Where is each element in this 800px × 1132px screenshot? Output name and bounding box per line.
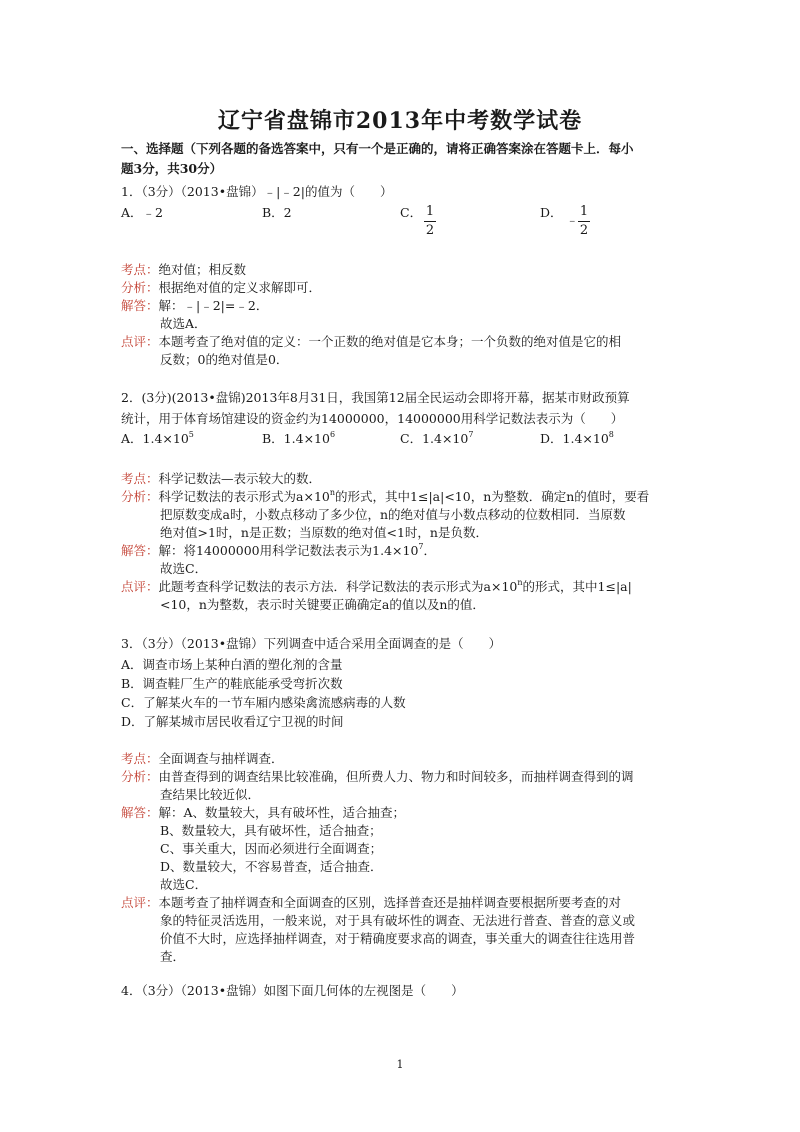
fraction-bar (578, 221, 590, 222)
q1-jieda-line2: 故选A． (160, 316, 207, 331)
q3-jieda-line3: C、事关重大，因而必须进行全面调查； (160, 841, 383, 856)
q1-dianping-text: 本题考查了绝对值的定义：一个正数的绝对值是它本身；一个负数的绝对值是它的相 (158, 334, 622, 349)
label-fenxi: 分析： (121, 489, 159, 504)
q2-dianping-exponent: n (517, 578, 523, 587)
label-jieda: 解答： (121, 298, 159, 313)
q1-option-a: A．﹣2 (121, 205, 163, 220)
q1-jieda (121, 297, 268, 315)
q2-option-b (262, 430, 335, 448)
page-number: 1 (396, 1058, 404, 1071)
q2-jieda (121, 542, 436, 560)
q2-fenxi (121, 488, 649, 506)
section-heading-line2: 题3分，共30分） (121, 161, 223, 176)
q2-option-a (121, 430, 194, 448)
q2-kaodian (121, 470, 321, 488)
q1-option-b: B．2 (262, 205, 292, 220)
q2-option-b-exponent: 6 (329, 430, 336, 439)
q1-option-c: C． (400, 205, 423, 220)
q2-jieda-text-b: ． (423, 543, 437, 558)
q3-dianping-line4: 查． (160, 949, 186, 964)
q1-fenxi (121, 279, 321, 297)
q3-fenxi (121, 768, 634, 786)
q2-fenxi-exponent: n (329, 488, 336, 497)
q1-option-d-fraction (578, 205, 590, 238)
fraction-denominator: 2 (425, 223, 435, 238)
label-fenxi: 分析： (121, 769, 159, 784)
q1-stem: 1．（3分）（2013•盘锦）﹣|﹣2|的值为（ ） (121, 184, 393, 199)
q2-stem-line2: 统计，用于体育场馆建设的资金约为14000000，14000000用科学记数法表示为（ ） (121, 411, 624, 426)
q1-option-d-sign: ﹣ (566, 212, 579, 227)
q3-stem: 3．（3分）（2013•盘锦）下列调查中适合采用全面调查的是（ ） (121, 636, 502, 651)
q2-option-a-exponent: 5 (188, 430, 194, 439)
q3-jieda (121, 804, 405, 822)
q2-jieda-line2: 故选C． (160, 561, 208, 576)
section-heading-line1: 一、选择题（下列各题的备选答案中，只有一个是正确的，请将正确答案涂在答题卡上．每小 (121, 141, 634, 156)
label-jieda: 解答： (121, 805, 159, 820)
label-kaodian: 考点： (121, 262, 159, 277)
q2-fenxi-text-a: 科学记数法的表示形式为a×10 (158, 489, 330, 504)
q3-option-c: C．了解某火车的一节车厢内感染禽流感病毒的人数 (121, 695, 406, 710)
q2-stem-line1: 2．(3分)(2013•盘锦)2013年8月31日，我国第12届全民运动会即将开幕，据某市财政预算 (121, 390, 630, 405)
q3-jieda-line4: D、数量较大，不容易普查，适合抽查． (160, 859, 383, 874)
q1-option-d: D． (540, 205, 563, 220)
q3-option-b: B．调查鞋厂生产的鞋底能承受弯折次数 (121, 676, 343, 691)
q1-kaodian-text: 绝对值；相反数 (158, 262, 247, 277)
fraction-bar (424, 221, 436, 222)
q2-fenxi-line2: 把原数变成a时，小数点移动了多少位，n的绝对值与小数点移动的位数相同．当原数 (160, 507, 626, 522)
q3-dianping (121, 894, 621, 912)
q2-option-a-text: A．1.4×10 (121, 431, 189, 446)
label-dianping: 点评： (121, 579, 159, 594)
q3-dianping-line2: 象的特征灵活选用，一般来说，对于具有破坏性的调查、无法进行普查、普查的意义或 (160, 913, 636, 928)
q1-dianping (121, 333, 621, 351)
q3-dianping-line3: 价值不大时，应选择抽样调查，对于精确度要求高的调查，事关重大的调查往往选用普 (160, 931, 636, 946)
label-kaodian: 考点： (121, 471, 159, 486)
label-fenxi: 分析： (121, 280, 159, 295)
q3-option-d: D．了解某城市居民收看辽宁卫视的时间 (121, 714, 344, 729)
q1-dianping-line2: 反数；0的绝对值是0． (160, 352, 289, 367)
q2-option-d-exponent: 8 (608, 430, 614, 439)
q1-fenxi-text: 根据绝对值的定义求解即可． (158, 280, 322, 295)
q3-option-a: A．调查市场上某种白酒的塑化剂的含量 (121, 657, 343, 672)
label-kaodian: 考点： (121, 751, 159, 766)
q3-kaodian-text: 全面调查与抽样调查． (158, 751, 284, 766)
page-title: 辽宁省盘锦市2013年中考数学试卷 (217, 108, 583, 134)
q2-option-d-text: D．1.4×10 (540, 431, 609, 446)
q2-option-b-text: B．1.4×10 (262, 431, 330, 446)
q3-dianping-text: 本题考查了抽样调查和全面调查的区别，选择普查还是抽样调查要根据所要考查的对 (158, 895, 622, 910)
q2-option-c (400, 430, 473, 448)
q4-stem: 4．（3分）（2013•盘锦）如图下面几何体的左视图是（ ） (121, 983, 464, 998)
fraction-numerator: 1 (579, 204, 589, 219)
q3-jieda-text: 解：A、数量较大，具有破坏性，适合抽查； (158, 805, 406, 820)
q2-option-c-text: C．1.4×10 (400, 431, 469, 446)
q2-dianping-text-b: 的形式，其中1≤|a| (522, 579, 632, 594)
q2-jieda-exponent: 7 (418, 542, 424, 551)
q3-fenxi-line2: 查结果比较近似． (160, 787, 261, 802)
q2-kaodian-text: 科学记数法—表示较大的数． (158, 471, 322, 486)
q3-jieda-line5: 故选C． (160, 877, 208, 892)
q2-option-c-exponent: 7 (468, 430, 474, 439)
q2-dianping-line2: <10，n为整数，表示时关键要正确确定a的值以及n的值． (160, 597, 485, 612)
q2-dianping (121, 578, 632, 596)
label-jieda: 解答： (121, 543, 159, 558)
q3-jieda-line2: B、数量较大，具有破坏性，适合抽查； (160, 823, 382, 838)
q2-fenxi-line3: 绝对值>1时，n是正数；当原数的绝对值<1时，n是负数． (160, 525, 488, 540)
q1-kaodian (121, 261, 246, 279)
q3-fenxi-text: 由普查得到的调查结果比较准确，但所费人力、物力和时间较多，而抽样调查得到的调 (158, 769, 634, 784)
q1-option-c-fraction (424, 205, 436, 238)
q1-jieda-text: 解：﹣|﹣2|=﹣2． (158, 298, 269, 313)
fraction-numerator: 1 (425, 204, 435, 219)
q3-kaodian (121, 750, 284, 768)
q2-jieda-text-a: 解：将14000000用科学记数法表示为1.4×10 (158, 543, 419, 558)
q2-fenxi-text-b: 的形式，其中1≤|a|<10，n为整数．确定n的值时，要看 (335, 489, 650, 504)
label-dianping: 点评： (121, 334, 159, 349)
label-dianping: 点评： (121, 895, 159, 910)
fraction-denominator: 2 (579, 223, 589, 238)
q2-option-d (540, 430, 614, 448)
q2-dianping-text-a: 此题考查科学记数法的表示方法．科学记数法的表示形式为a×10 (158, 579, 518, 594)
